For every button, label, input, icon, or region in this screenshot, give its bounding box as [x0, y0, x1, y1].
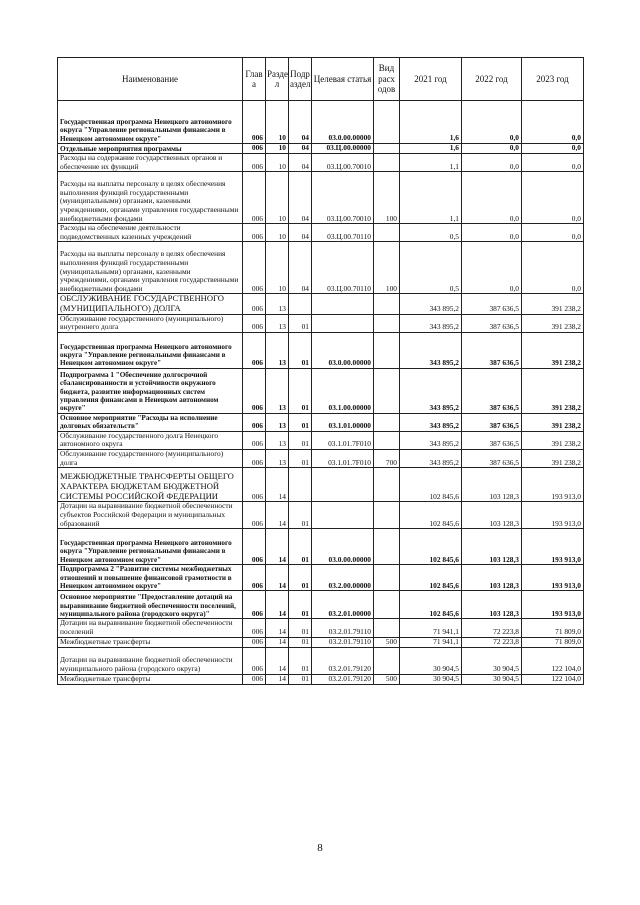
cell-y2023: 122 104,0 [522, 674, 584, 684]
cell-razdel: 14 [266, 647, 289, 674]
cell-name: Дотации на выравнивание бюджетной обеспеченности субъектов Российской Федерации и муниципальных образований [58, 502, 243, 529]
cell-y2021: 30 904,5 [400, 674, 462, 684]
cell-y2022: 387 636,5 [462, 413, 522, 431]
table-row [58, 468, 584, 502]
cell-glava: 006 [243, 172, 266, 224]
cell-glava: 006 [243, 502, 266, 529]
cell-name: Подпрограмма 2 "Развитие системы межбюджетных отношений и повышение финансовой грамотности в Ненецком автономном округе" [58, 565, 243, 591]
cell-podrazdel: 01 [289, 431, 312, 449]
cell-y2021: 0,5 [400, 224, 462, 242]
cell-podrazdel: 04 [289, 154, 312, 172]
cell-glava: 006 [243, 154, 266, 172]
cell-y2021: 343 895,2 [400, 294, 462, 314]
cell-y2021: 102 845,6 [400, 529, 462, 565]
cell-statya: 03.Ц.00.00000 [312, 144, 374, 154]
cell-y2021: 71 941,1 [400, 637, 462, 647]
cell-y2021: 102 845,6 [400, 591, 462, 619]
cell-podrazdel [289, 468, 312, 502]
cell-y2023: 193 913,0 [522, 529, 584, 565]
cell-podrazdel: 01 [289, 368, 312, 413]
cell-y2023: 193 913,0 [522, 565, 584, 591]
cell-vid [374, 431, 400, 449]
table-row [58, 144, 584, 154]
cell-glava: 006 [243, 314, 266, 332]
cell-vid [374, 154, 400, 172]
cell-razdel: 14 [266, 502, 289, 529]
table-row [58, 368, 584, 413]
cell-y2022: 387 636,5 [462, 332, 522, 368]
cell-y2023: 0,0 [522, 144, 584, 154]
cell-y2022: 72 223,8 [462, 637, 522, 647]
cell-y2023: 0,0 [522, 172, 584, 224]
cell-podrazdel [289, 294, 312, 314]
cell-y2021: 343 895,2 [400, 332, 462, 368]
table-row [58, 674, 584, 684]
cell-y2021: 71 941,1 [400, 619, 462, 637]
cell-glava: 006 [243, 431, 266, 449]
table-row [58, 294, 584, 314]
cell-statya: 03.1.01.00000 [312, 413, 374, 431]
cell-y2022: 0,0 [462, 154, 522, 172]
cell-name: Расходы на выплаты персоналу в целях обеспечения выполнения функций государственными (муниципальными) органами, казенными учреждениями, органами управления государственными внебюджетными фондами [58, 172, 243, 224]
cell-name: ОБСЛУЖИВАНИЕ ГОСУДАРСТВЕННОГО (МУНИЦИПАЛЬНОГО) ДОЛГА [58, 294, 243, 314]
table-row [58, 431, 584, 449]
cell-razdel: 14 [266, 529, 289, 565]
cell-name: Подпрограмма 1 "Обеспечение долгосрочной сбалансированности и устойчивости окружного бюджета, развитие информационных систем управления финансами в Ненецком автономном округе" [58, 368, 243, 413]
table-row [58, 224, 584, 242]
cell-y2021: 1,1 [400, 154, 462, 172]
cell-podrazdel: 01 [289, 413, 312, 431]
cell-razdel: 10 [266, 224, 289, 242]
cell-razdel: 14 [266, 637, 289, 647]
cell-podrazdel: 01 [289, 314, 312, 332]
cell-podrazdel: 04 [289, 101, 312, 144]
cell-y2022: 0,0 [462, 242, 522, 294]
cell-razdel: 10 [266, 172, 289, 224]
cell-name: Дотации на выравнивание бюджетной обеспеченности муниципального района (городского округа) [58, 647, 243, 674]
cell-glava: 006 [243, 674, 266, 684]
cell-statya: 03.2.01.79110 [312, 637, 374, 647]
header-2023: 2023 год [522, 58, 584, 101]
cell-vid [374, 565, 400, 591]
cell-razdel: 13 [266, 431, 289, 449]
table-row [58, 619, 584, 637]
cell-y2023: 391 238,2 [522, 332, 584, 368]
cell-y2023: 193 913,0 [522, 502, 584, 529]
cell-glava: 006 [243, 619, 266, 637]
cell-vid [374, 294, 400, 314]
cell-razdel: 13 [266, 332, 289, 368]
cell-podrazdel: 01 [289, 591, 312, 619]
cell-y2022: 387 636,5 [462, 368, 522, 413]
cell-y2021: 343 895,2 [400, 413, 462, 431]
page-number: 8 [317, 842, 323, 854]
header-statya: Целевая статья [312, 58, 374, 101]
cell-statya: 03.2.01.79110 [312, 619, 374, 637]
cell-y2022: 103 128,3 [462, 468, 522, 502]
cell-y2023: 391 238,2 [522, 294, 584, 314]
cell-razdel: 10 [266, 154, 289, 172]
cell-name: МЕЖБЮДЖЕТНЫЕ ТРАНСФЕРТЫ ОБЩЕГО ХАРАКТЕРА БЮДЖЕТАМ БЮДЖЕТНОЙ СИСТЕМЫ РОССИЙСКОЙ ФЕДЕРАЦИИ [58, 468, 243, 502]
cell-glava: 006 [243, 242, 266, 294]
cell-y2021: 102 845,6 [400, 502, 462, 529]
cell-y2022: 103 128,3 [462, 529, 522, 565]
cell-razdel: 14 [266, 468, 289, 502]
cell-y2022: 103 128,3 [462, 565, 522, 591]
cell-vid: 700 [374, 449, 400, 467]
header-razdel: Разде л [266, 58, 289, 101]
cell-razdel: 14 [266, 591, 289, 619]
table-row [58, 413, 584, 431]
cell-y2022: 30 904,5 [462, 674, 522, 684]
cell-y2023: 391 238,2 [522, 314, 584, 332]
cell-statya: 03.0.00.00000 [312, 529, 374, 565]
table-row [58, 637, 584, 647]
cell-vid [374, 101, 400, 144]
cell-glava: 006 [243, 449, 266, 467]
cell-podrazdel: 04 [289, 144, 312, 154]
cell-y2023: 193 913,0 [522, 591, 584, 619]
cell-y2023: 391 238,2 [522, 368, 584, 413]
cell-name: Межбюджетные трансферты [58, 674, 243, 684]
cell-statya: 03.Ц.00.70010 [312, 154, 374, 172]
cell-glava: 006 [243, 591, 266, 619]
cell-y2022: 387 636,5 [462, 449, 522, 467]
cell-razdel: 14 [266, 674, 289, 684]
cell-vid [374, 529, 400, 565]
cell-statya [312, 314, 374, 332]
cell-name: Расходы на выплаты персоналу в целях обеспечения выполнения функций государственными (муниципальными) органами, казенными учреждениями, органами управления государственными внебюджетными фондами [58, 242, 243, 294]
cell-glava: 006 [243, 332, 266, 368]
cell-glava: 006 [243, 294, 266, 314]
table-row [58, 591, 584, 619]
cell-vid: 100 [374, 242, 400, 294]
table-row [58, 529, 584, 565]
cell-razdel: 10 [266, 144, 289, 154]
cell-y2023: 122 104,0 [522, 647, 584, 674]
cell-statya: 03.1.00.00000 [312, 368, 374, 413]
cell-y2023: 391 238,2 [522, 449, 584, 467]
cell-y2023: 193 913,0 [522, 468, 584, 502]
cell-statya: 03.0.00.00000 [312, 101, 374, 144]
cell-y2021: 0,5 [400, 242, 462, 294]
cell-vid [374, 502, 400, 529]
cell-statya: 03.2.00.00000 [312, 565, 374, 591]
cell-y2022: 387 636,5 [462, 294, 522, 314]
cell-statya: 03.2.01.00000 [312, 591, 374, 619]
cell-name: Государственная программа Ненецкого автономного округа "Управление региональными финансами в Ненецком автономном округе" [58, 101, 243, 144]
table-row [58, 647, 584, 674]
cell-podrazdel: 01 [289, 619, 312, 637]
cell-glava: 006 [243, 647, 266, 674]
cell-glava: 006 [243, 565, 266, 591]
cell-razdel: 13 [266, 368, 289, 413]
cell-glava: 006 [243, 529, 266, 565]
header-row [58, 58, 584, 101]
cell-name: Отдельные мероприятия программы [58, 144, 243, 154]
cell-podrazdel: 04 [289, 242, 312, 294]
cell-razdel: 13 [266, 413, 289, 431]
cell-name: Основное мероприятие "Предоставление дотаций на выравнивание бюджетной обеспеченности поселений, муниципального района (городского округа)" [58, 591, 243, 619]
cell-y2022: 72 223,8 [462, 619, 522, 637]
cell-y2021: 1,1 [400, 172, 462, 224]
cell-podrazdel: 01 [289, 332, 312, 368]
cell-statya: 03.0.00.00000 [312, 332, 374, 368]
cell-vid [374, 413, 400, 431]
cell-y2021: 343 895,2 [400, 314, 462, 332]
cell-podrazdel: 01 [289, 565, 312, 591]
cell-vid [374, 468, 400, 502]
table-row [58, 242, 584, 294]
table-row [58, 101, 584, 144]
cell-y2022: 0,0 [462, 101, 522, 144]
cell-name: Обслуживание государственного (муниципального) внутреннего долга [58, 314, 243, 332]
cell-y2023: 71 809,0 [522, 637, 584, 647]
cell-statya: 03.2.01.79120 [312, 647, 374, 674]
cell-y2021: 1,6 [400, 144, 462, 154]
cell-y2022: 30 904,5 [462, 647, 522, 674]
cell-glava: 006 [243, 637, 266, 647]
cell-razdel: 13 [266, 449, 289, 467]
cell-statya [312, 294, 374, 314]
cell-statya: 03.Ц.00.70010 [312, 172, 374, 224]
cell-y2023: 391 238,2 [522, 431, 584, 449]
table-row [58, 502, 584, 529]
cell-glava: 006 [243, 368, 266, 413]
budget-document [57, 57, 583, 685]
cell-vid: 100 [374, 172, 400, 224]
cell-y2023: 0,0 [522, 224, 584, 242]
cell-y2022: 0,0 [462, 144, 522, 154]
cell-y2021: 343 895,2 [400, 431, 462, 449]
cell-statya: 03.1.01.7F010 [312, 431, 374, 449]
cell-podrazdel: 01 [289, 449, 312, 467]
cell-podrazdel: 01 [289, 529, 312, 565]
cell-name: Обслуживание государственного (муниципального) долга [58, 449, 243, 467]
cell-razdel: 14 [266, 565, 289, 591]
cell-statya [312, 468, 374, 502]
cell-glava: 006 [243, 101, 266, 144]
cell-podrazdel: 01 [289, 647, 312, 674]
table-row [58, 332, 584, 368]
cell-razdel: 10 [266, 242, 289, 294]
table-row [58, 154, 584, 172]
cell-y2023: 71 809,0 [522, 619, 584, 637]
cell-name: Расходы на содержание государственных органов и обеспечение их функций [58, 154, 243, 172]
cell-y2021: 102 845,6 [400, 468, 462, 502]
cell-name: Дотации на выравнивание бюджетной обеспеченности поселений [58, 619, 243, 637]
cell-name: Обслуживание государственного долга Ненецкого автономного округа [58, 431, 243, 449]
header-2022: 2022 год [462, 58, 522, 101]
budget-table [57, 57, 584, 685]
cell-name: Государственная программа Ненецкого автономного округа "Управление региональными финансами в Ненецком автономном округе" [58, 332, 243, 368]
cell-name: Расходы на обеспечение деятельности подведомственных казенных учреждений [58, 224, 243, 242]
cell-vid: 500 [374, 674, 400, 684]
cell-vid [374, 332, 400, 368]
cell-glava: 006 [243, 413, 266, 431]
cell-razdel: 13 [266, 294, 289, 314]
cell-y2021: 30 904,5 [400, 647, 462, 674]
cell-y2021: 102 845,6 [400, 565, 462, 591]
cell-name: Государственная программа Ненецкого автономного округа "Управление региональными финансами в Ненецком автономном округе" [58, 529, 243, 565]
cell-statya [312, 502, 374, 529]
cell-podrazdel: 01 [289, 674, 312, 684]
cell-podrazdel: 01 [289, 637, 312, 647]
cell-y2021: 1,6 [400, 101, 462, 144]
header-glava: Глав а [243, 58, 266, 101]
table-row [58, 449, 584, 467]
cell-y2022: 103 128,3 [462, 502, 522, 529]
cell-podrazdel: 01 [289, 502, 312, 529]
cell-vid: 500 [374, 637, 400, 647]
cell-y2022: 387 636,5 [462, 314, 522, 332]
cell-vid [374, 314, 400, 332]
cell-y2023: 0,0 [522, 242, 584, 294]
cell-podrazdel: 04 [289, 224, 312, 242]
header-vid: Вид расх одов [374, 58, 400, 101]
cell-statya: 03.1.01.7F010 [312, 449, 374, 467]
cell-vid [374, 368, 400, 413]
table-row [58, 172, 584, 224]
cell-name: Основное мероприятие "Расходы на исполнение долговых обязательств" [58, 413, 243, 431]
header-podrazdel: Подр аздел [289, 58, 312, 101]
cell-name: Межбюджетные трансферты [58, 637, 243, 647]
cell-y2023: 391 238,2 [522, 413, 584, 431]
cell-statya: 03.Ц.00.70110 [312, 242, 374, 294]
cell-vid [374, 619, 400, 637]
cell-y2022: 0,0 [462, 224, 522, 242]
cell-razdel: 14 [266, 619, 289, 637]
header-2021: 2021 год [400, 58, 462, 101]
table-row [58, 565, 584, 591]
cell-y2023: 0,0 [522, 101, 584, 144]
cell-glava: 006 [243, 144, 266, 154]
cell-y2022: 0,0 [462, 172, 522, 224]
cell-razdel: 10 [266, 101, 289, 144]
cell-glava: 006 [243, 224, 266, 242]
cell-vid [374, 144, 400, 154]
cell-y2022: 387 636,5 [462, 431, 522, 449]
cell-vid [374, 224, 400, 242]
cell-vid [374, 591, 400, 619]
header-name: Наименование [58, 58, 243, 101]
cell-y2022: 103 128,3 [462, 591, 522, 619]
cell-razdel: 13 [266, 314, 289, 332]
cell-vid [374, 647, 400, 674]
cell-glava: 006 [243, 468, 266, 502]
cell-statya: 03.2.01.79120 [312, 674, 374, 684]
cell-y2021: 343 895,2 [400, 368, 462, 413]
table-row [58, 314, 584, 332]
cell-y2023: 0,0 [522, 154, 584, 172]
cell-podrazdel: 04 [289, 172, 312, 224]
cell-statya: 03.Ц.00.70110 [312, 224, 374, 242]
cell-y2021: 343 895,2 [400, 449, 462, 467]
